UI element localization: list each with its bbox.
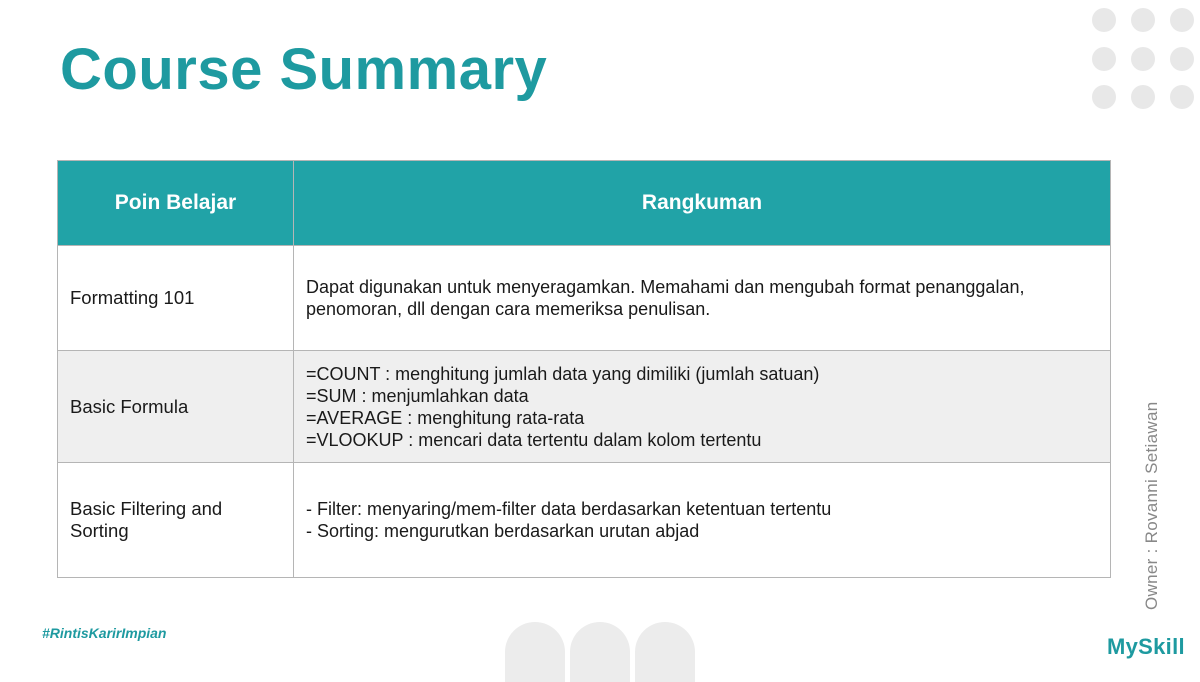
slide-title: Course Summary — [60, 37, 548, 102]
poin-cell: Basic Formula — [58, 351, 294, 463]
table-header-row — [58, 161, 1111, 246]
dot-icon — [1131, 47, 1155, 71]
rangkuman-cell — [294, 463, 1111, 578]
rangkuman-cell — [294, 246, 1111, 351]
table-row — [58, 463, 1111, 578]
header-poin-belajar: Poin Belajar — [58, 161, 294, 246]
header-rangkuman: Rangkuman — [294, 161, 1111, 246]
hashtag-text: #RintisKarirImpian — [42, 625, 167, 641]
rangkuman-line: Dapat digunakan untuk menyeragamkan. Memahami dan mengubah format penanggalan, — [306, 277, 1025, 297]
dot-icon — [1092, 8, 1116, 32]
dot-icon — [1092, 47, 1116, 71]
decorative-dots — [1092, 8, 1200, 112]
table-row — [58, 246, 1111, 351]
dot-icon — [1170, 85, 1194, 109]
dot-icon — [1131, 8, 1155, 32]
decorative-arch — [635, 622, 695, 682]
rangkuman-line: =SUM : menjumlahkan data — [306, 385, 529, 406]
decorative-arch — [570, 622, 630, 682]
rangkuman-line: - Filter: menyaring/mem-filter data berdasarkan ketentuan tertentu — [306, 499, 832, 519]
table-row — [58, 351, 1111, 463]
poin-cell: Formatting 101 — [58, 246, 294, 351]
summary-table — [57, 160, 1111, 578]
myskill-logo: MySkill — [1107, 634, 1185, 659]
rangkuman-line: =AVERAGE : menghitung rata-rata — [306, 407, 585, 428]
rangkuman-line: penomoran, dll dengan cara memeriksa penulisan. — [306, 299, 711, 319]
rangkuman-line: =COUNT : menghitung jumlah data yang dimiliki (jumlah satuan) — [306, 363, 820, 384]
dot-icon — [1092, 85, 1116, 109]
rangkuman-line: =VLOOKUP : mencari data tertentu dalam kolom tertentu — [306, 429, 762, 450]
dot-icon — [1131, 85, 1155, 109]
rangkuman-cell — [294, 351, 1111, 463]
dot-icon — [1170, 8, 1194, 32]
poin-cell: Basic Filtering and Sorting — [58, 463, 294, 578]
rangkuman-line: - Sorting: mengurutkan berdasarkan urutan abjad — [306, 521, 700, 541]
dot-icon — [1170, 47, 1194, 71]
decorative-arch — [505, 622, 565, 682]
owner-label: Owner : Rovanni Setiawan — [1142, 401, 1161, 610]
